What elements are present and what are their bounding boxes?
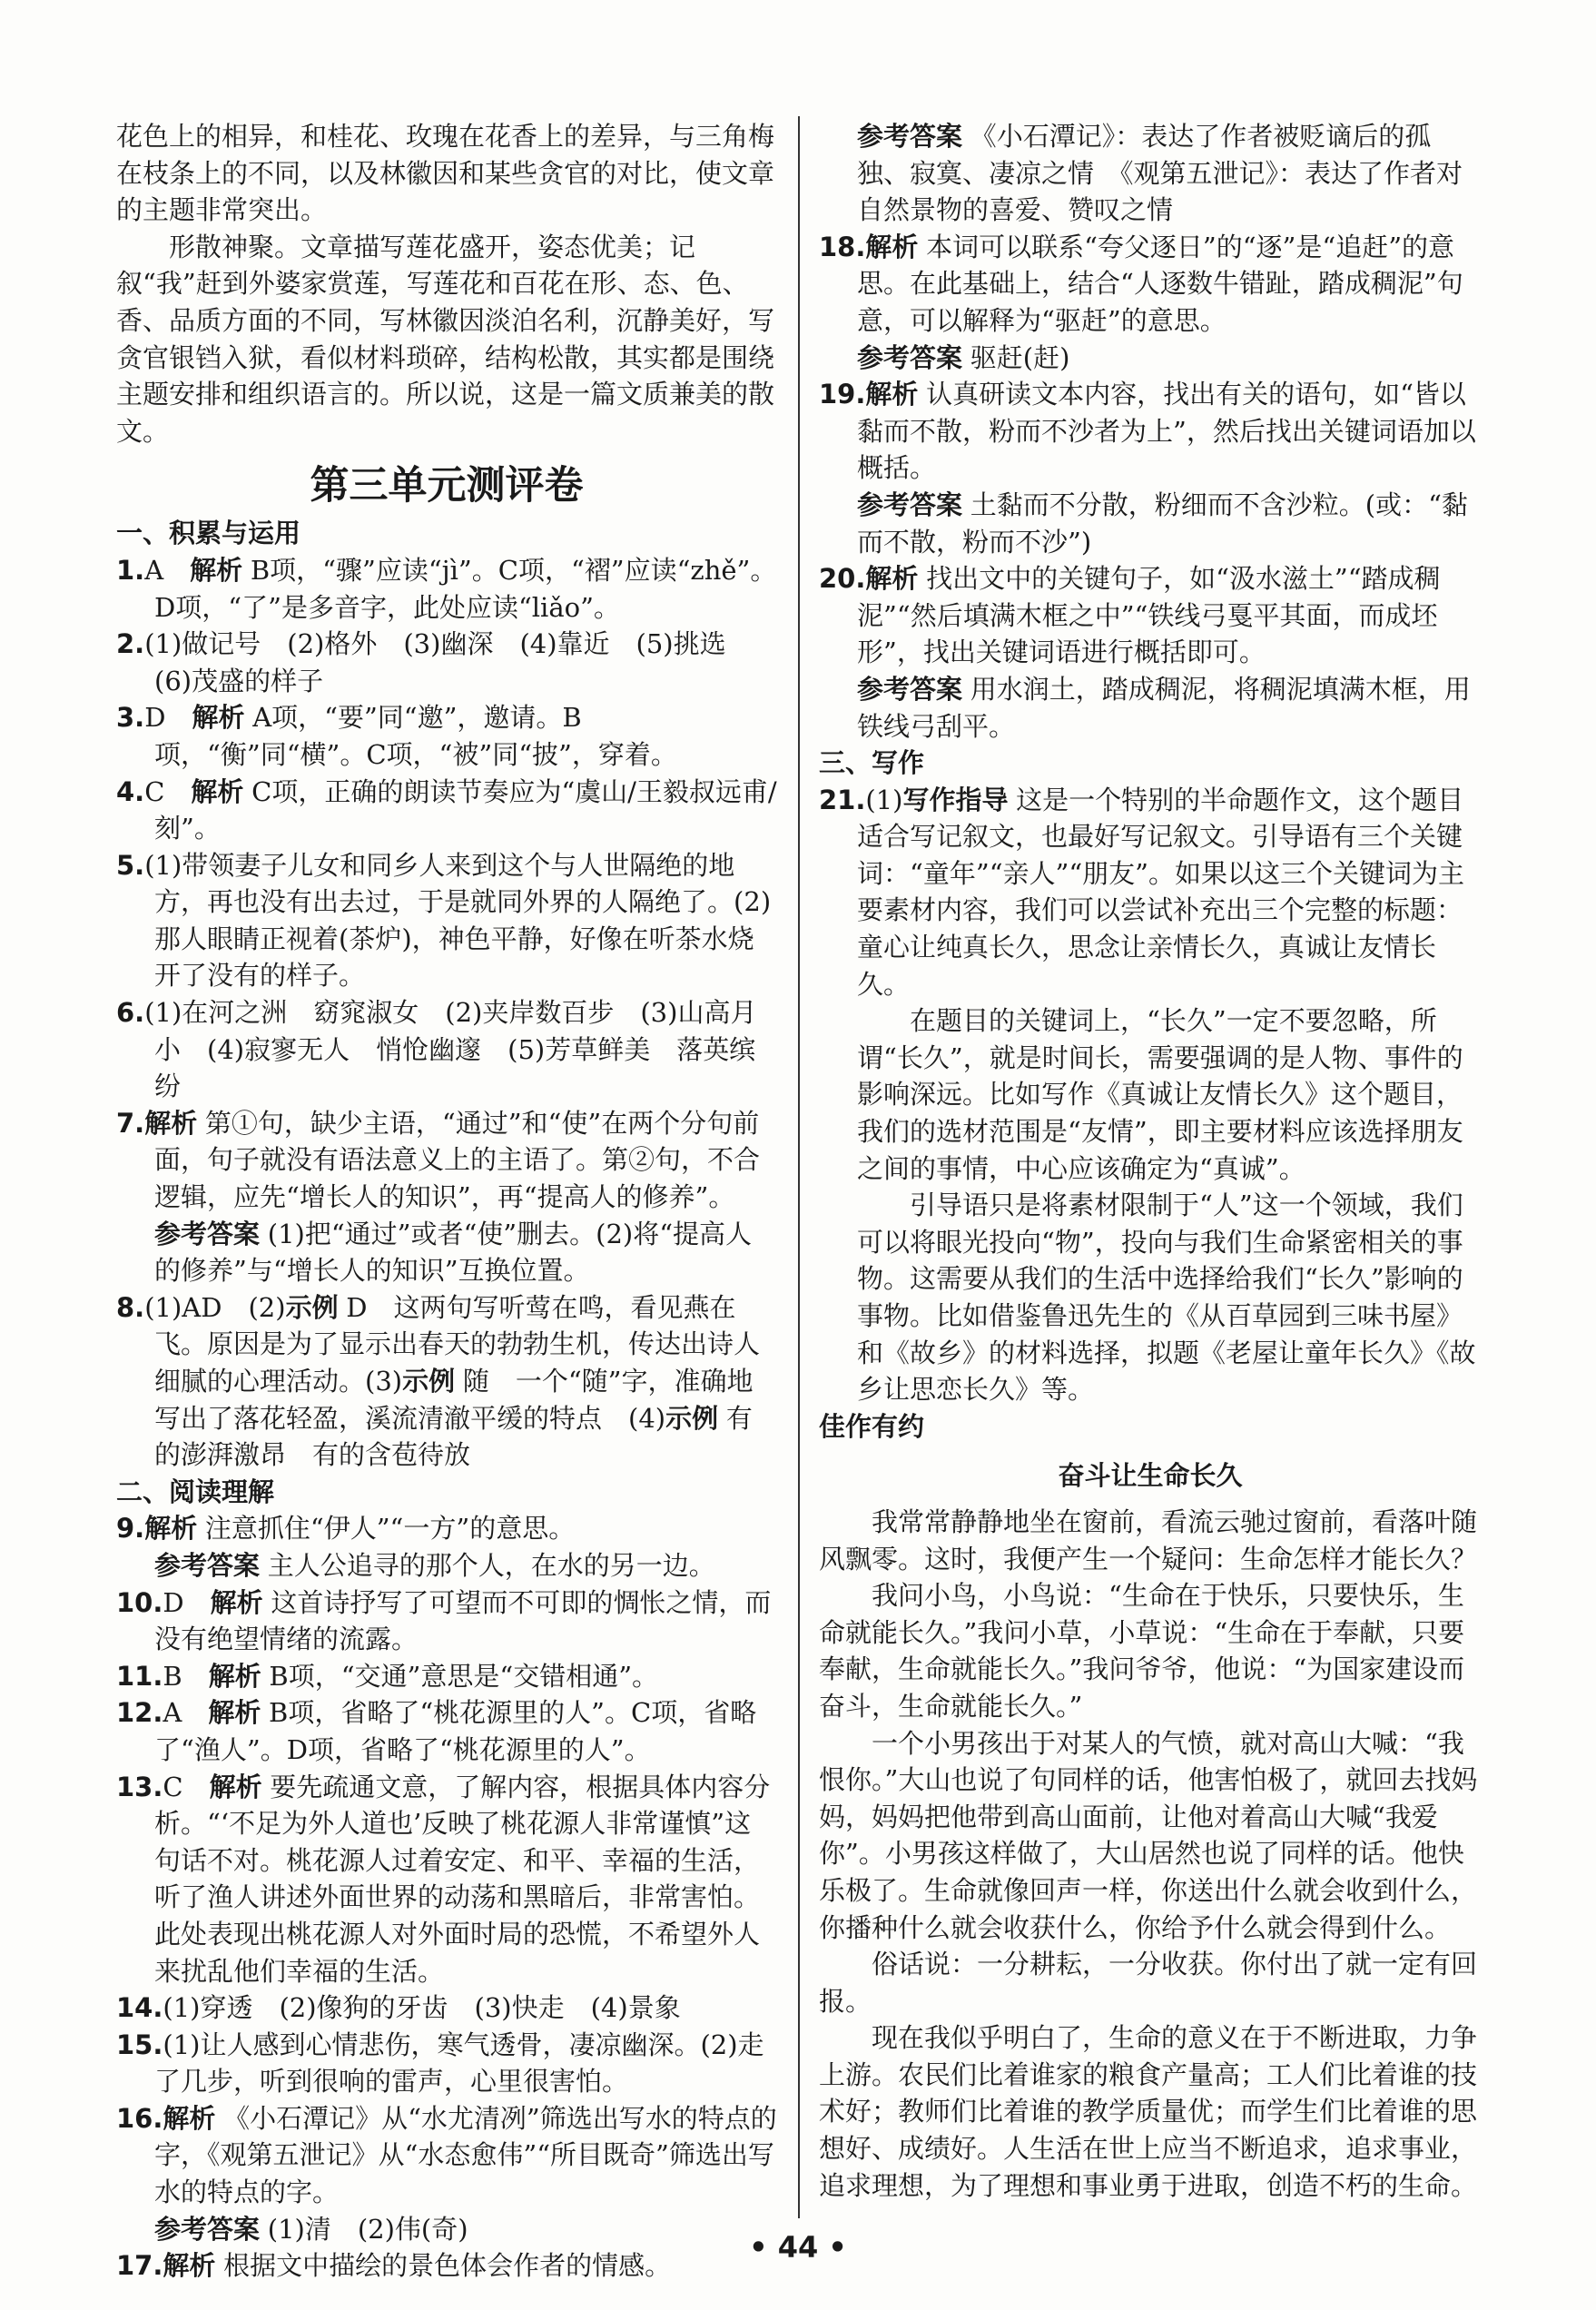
question-19: [819, 376, 1482, 487]
q-text: 要先疏通文意，了解内容，根据具体内容分析。“‘不足为外人道也’反映了桃花源人非常谨慎”这句话不对。桃花源人过着安定、和平、幸福的生活，听了渔人讲述外面世界的动荡和黑暗后，非常害怕。此处表现出桃花源人对外面时局的恐慌，不希望外人来扰乱他们幸福的生活。: [154, 1771, 771, 1987]
question-5: [116, 847, 777, 994]
q-text: (1)清 (2)伟(奇): [267, 2213, 468, 2245]
question-20-reference: [819, 671, 1482, 745]
analysis-label: 解析: [865, 563, 919, 595]
q-text: 这首诗抒写了可望而不可即的惆怅之情，而没有绝望情绪的流露。: [154, 1586, 772, 1655]
analysis-label: 解析: [208, 1660, 261, 1692]
question-3: [116, 699, 777, 773]
page-number: • 44 •: [749, 2230, 847, 2265]
section-heading-2: 二、阅读理解: [116, 1476, 275, 1507]
question-21-paragraph-3: 引导语只是将素材限制于“人”这一个领域，我们可以将眼光投向“物”，投向与我们生命紧密相关的事物。这需要从我们的生活中选择给我们“长久”影响的事物。比如借鉴鲁迅先生的《从百草园到三味书屋》和《故乡》的材料选择，拟题《老屋让童年长久》《故乡让思恋长久》等。: [857, 1190, 1476, 1406]
question-16: [116, 2100, 777, 2211]
q-text: 根据文中描绘的景色体会作者的情感。: [223, 2250, 672, 2282]
q-text: (1)做记号 (2)格外 (3)幽深 (4)靠近 (5)挑选 (6)茂盛的样子: [144, 628, 753, 696]
reference-answer-label: 参考答案: [857, 489, 963, 520]
q-text: B项，“骤”应读“jì”。C项，“褶”应读“zhě”。D项，“了”是多音字，此处应读“liǎo”。: [154, 554, 777, 623]
q-text: (1)带领妻子儿女和同乡人来到这个与人世隔绝的地方，再也没有出去过，于是就同外界的人隔绝了。(2)那人眼睛正视着(茶炉)，神色平静，好像在听茶水烧开了没有的样子。: [144, 849, 772, 992]
analysis-label: 解析: [192, 702, 245, 734]
analysis-label: 解析: [163, 2250, 216, 2282]
q-text: 找出文中的关键句子，如“汲水滋土”“踏成稠泥”“然后填满木框之中”“铁线弓戛平其面，而成坯形”，找出关键词语进行概括即可。: [857, 563, 1441, 668]
q-text: 驱赶(赶): [970, 341, 1070, 373]
analysis-label: 解析: [144, 1107, 198, 1139]
q-text: 本词可以联系“夸父逐日”的“逐”是“追赶”的意思。在此基础上，结合“人逐数牛错趾，踏成稠泥”句意，可以解释为“驱赶”的意思。: [857, 231, 1463, 336]
analysis-label: 解析: [210, 1586, 263, 1618]
q-answer: C: [163, 1771, 183, 1802]
q-number: 9.: [116, 1513, 145, 1545]
q-text: 认真研读文本内容，找出有关的语句，如“皆以黏而不散，粉而不沙者为上”，然后找出关键词语加以概括。: [857, 379, 1476, 484]
analysis-label: 解析: [144, 1513, 198, 1545]
question-18-reference: [819, 340, 1482, 377]
intro-tail: 花色上的相异，和桂花、玫瑰在花香上的差异，与三角梅在枝条上的不同，以及林徽因和某些贪官的对比，使文章的主题非常突出。: [116, 121, 775, 226]
column-divider: [798, 116, 800, 2218]
right-column: [819, 118, 1482, 2204]
essay-paragraph: 我问小鸟，小鸟说：“生命在于快乐，只要快乐，生命就能长久。”我问小草，小草说：“生命在于奉献，只要奉献，生命就能长久。”我问爷爷，他说：“为国家建设而奋斗，生命就能长久。”: [819, 1580, 1465, 1722]
reference-answer-label: 参考答案: [857, 121, 963, 152]
analysis-label: 解析: [865, 231, 919, 262]
q-text: 土黏而不分散，粉细而不含沙粒。(或：“黏而不散，粉而不沙”): [857, 489, 1468, 558]
q-number: 5.: [116, 849, 145, 881]
q-number: 19.: [819, 379, 866, 410]
q-answer: D: [144, 702, 166, 734]
question-13: [116, 1769, 777, 1990]
q-text: (1)让人感到心情悲伤，寒气透骨，凄凉幽深。(2)走了几步，听到很响的雷声，心里很害怕。: [154, 2029, 764, 2098]
q-number: 11.: [116, 1660, 163, 1692]
section-heading-3: 三、写作: [819, 747, 925, 779]
q-text: (1)把“通过”或者“使”删去。(2)将“提高人的修养”与“增长人的知识”互换位置。: [154, 1218, 753, 1287]
q-text: 注意抓住“伊人”“一方”的意思。: [204, 1513, 576, 1545]
q-answer: C: [144, 775, 165, 807]
intro-paragraph: 形散神聚。文章描写莲花盛开，姿态优美；记叙“我”赶到外婆家赏莲，写莲花和百花在形、态、色、香、品质方面的不同，写林徽因淡泊名利，沉静美好，写贪官银铛入狱，看似材料琐碎，结构松散，其实都是围绕主题安排和组织语言的。所以说，这是一篇文质兼美的散文。: [116, 231, 775, 447]
q-text: 用水润土，踏成稠泥，将稠泥填满木框，用铁线弓刮平。: [857, 673, 1471, 742]
question-15: [116, 2027, 777, 2100]
reference-answer-label: 参考答案: [857, 673, 963, 705]
q-number: 17.: [116, 2250, 163, 2282]
q-number: 21.: [819, 784, 866, 815]
q-answer: A: [163, 1697, 182, 1729]
reference-answer-label: 参考答案: [154, 1218, 261, 1249]
q-number: 6.: [116, 997, 145, 1029]
left-column: [116, 118, 777, 2285]
q-number: 16.: [116, 2102, 163, 2134]
q-text: B项，“交通”意思是“交错相通”。: [269, 1660, 659, 1692]
analysis-label: 解析: [209, 1771, 262, 1802]
analysis-label: 解析: [190, 554, 243, 586]
q-text: B项，省略了“桃花源里的人”。C项，省略了“渔人”。D项，省略了“桃花源里的人”。: [154, 1697, 757, 1765]
q-number: 1.: [116, 554, 145, 586]
sample-essay-heading: 佳作有约: [819, 1410, 925, 1442]
question-19-reference: [819, 487, 1482, 560]
q-text: A项，“要”同“邀”，邀请。B项，“衡”同“横”。C项，“被”同“披”，穿着。: [154, 702, 677, 770]
q-text: 这是一个特别的半命题作文，这个题目适合写记叙文，也最好写记叙文。引导语有三个关键词：“童年”“亲人”“朋友”。如果以这三个关键词为主要素材内容，我们可以尝试补充出三个完整的标题：童心让纯真长久，思念让亲情长久，真诚让友情长久。: [857, 784, 1465, 1000]
question-21-paragraph-2: 在题目的关键词上，“长久”一定不要忽略，所谓“长久”，就是时间长，需要强调的是人物、事件的影响深远。比如写作《真诚让友情长久》这个题目，我们的选材范围是“友情”，即主要材料应该选择朋友之间的事情，中心应该确定为“真诚”。: [857, 1005, 1463, 1184]
reference-answer-label: 参考答案: [857, 341, 963, 373]
essay-paragraph: 我常常静静地坐在窗前，看流云驰过窗前，看落叶随风飘零。这时，我便产生一个疑问：生命怎样才能长久？: [819, 1505, 1478, 1575]
question-20: [819, 560, 1482, 671]
q-text: (1)穿透 (2)像狗的牙齿 (3)快走 (4)景象: [163, 1992, 681, 2024]
q-number: 7.: [116, 1107, 145, 1139]
reference-answer-label: 参考答案: [154, 1549, 261, 1581]
question-4: [116, 774, 777, 847]
analysis-label: 解析: [163, 2102, 216, 2134]
q-number: 3.: [116, 702, 145, 734]
q-text: 主人公追寻的那个人，在水的另一边。: [267, 1549, 715, 1581]
reference-answer-label: 参考答案: [154, 2213, 261, 2245]
q-answer: A: [144, 554, 164, 586]
q-number: 12.: [116, 1697, 163, 1729]
writing-guide-label: 写作指导: [902, 784, 1009, 815]
question-9-reference: [116, 1547, 777, 1584]
q-number: 15.: [116, 2029, 163, 2060]
q-text: 第①句，缺少主语，“通过”和“使”在两个分句前面，句子就没有语法意义上的主语了。第②句，不合逻辑，应先“增长人的知识”，再“提高人的修养”。: [154, 1107, 761, 1213]
q-text: 随 一个“随”字，准确地写出了落花轻盈，溪流清澈平缓的特点 (4): [154, 1366, 754, 1434]
essay-paragraph: 现在我似乎明白了，生命的意义在于不断进取，力争上游。农民们比着谁家的粮食产量高；工人们比着谁的技术好；教师们比着谁的教学质量优；而学生们比着谁的思想好、成绩好。人生活在世上应当不断追求，追求事业，追求理想，为了理想和事业勇于进取，创造不朽的生命。: [819, 2022, 1478, 2201]
q-number: 13.: [116, 1771, 163, 1802]
q-number: 18.: [819, 231, 866, 262]
q-text: C项，正确的朗读节奏应为“虞山/王毅叔远甫/刻”。: [154, 775, 777, 844]
example-label: 示例: [665, 1402, 719, 1434]
q-number: 14.: [116, 1992, 163, 2024]
example-label: 示例: [285, 1291, 339, 1323]
essay-paragraph: 俗话说：一分耕耘，一分收获。你付出了就一定有回报。: [819, 1949, 1478, 2017]
q-text: (1)在河之洲 窈窕淑女 (2)夹岸数百步 (3)山高月小 (4)寂寥无人 悄怆幽邃 (5)芳草鲜美 落英缤纷: [144, 997, 757, 1102]
question-6: [116, 994, 777, 1105]
q-text: (1)AD (2): [144, 1291, 286, 1323]
question-11: [116, 1658, 777, 1695]
q-text: (1): [865, 784, 903, 815]
question-21: [819, 782, 1482, 1003]
analysis-label: 解析: [191, 775, 244, 807]
q-answer: B: [163, 1660, 182, 1692]
question-8: [116, 1289, 777, 1474]
question-9: [116, 1510, 777, 1547]
essay-paragraph: 一个小男孩出于对某人的气愤，就对高山大喊：“我恨你。”大山也说了句同样的话，他害怕极了，就回去找妈妈，妈妈把他带到高山面前，让他对着高山大喊“我爱你”。小男孩这样做了，大山居然也说了同样的话。他快乐极了。生命就像回声一样，你送出什么就会收到什么，你播种什么就会收获什么，你给予什么就会得到什么。: [819, 1727, 1478, 1943]
essay-title: 奋斗让生命长久: [1058, 1460, 1243, 1492]
q-text: 《小石潭记》从“水尤清冽”筛选出写水的特点的字，《观第五泄记》从“水态愈伟”“所目既奇”筛选出写水的特点的字。: [154, 2102, 777, 2208]
q-text: 《小石潭记》：表达了作者被贬谪后的孤独、寂寞、凄凉之情 《观第五泄记》：表达了作者对自然景物的喜爱、赞叹之情: [857, 121, 1463, 226]
analysis-label: 解析: [208, 1697, 261, 1729]
q-number: 10.: [116, 1586, 163, 1618]
q-number: 8.: [116, 1291, 145, 1323]
q-number: 20.: [819, 563, 866, 595]
question-10: [116, 1584, 777, 1658]
q-number: 2.: [116, 628, 145, 660]
question-14: [116, 1989, 777, 2027]
q-number: 4.: [116, 775, 145, 807]
question-17-reference: [819, 118, 1482, 229]
q-text: 有的澎湃激昂 有的含苞待放: [154, 1402, 753, 1471]
section-heading-1: 一、积累与运用: [116, 518, 301, 549]
question-7: [116, 1105, 777, 1216]
q-answer: D: [163, 1586, 184, 1618]
question-18: [819, 229, 1482, 340]
example-label: 示例: [402, 1366, 456, 1397]
question-1: [116, 552, 777, 626]
question-7-reference: [116, 1216, 777, 1289]
q-text: D 这两句写听莺在鸣，看见燕在飞。原因是为了显示出春天的勃勃生机，传达出诗人细腻的心理活动。(3): [154, 1291, 761, 1397]
question-12: [116, 1694, 777, 1768]
analysis-label: 解析: [865, 379, 919, 410]
question-2: [116, 626, 777, 699]
unit-title: 第三单元测评卷: [310, 463, 584, 509]
